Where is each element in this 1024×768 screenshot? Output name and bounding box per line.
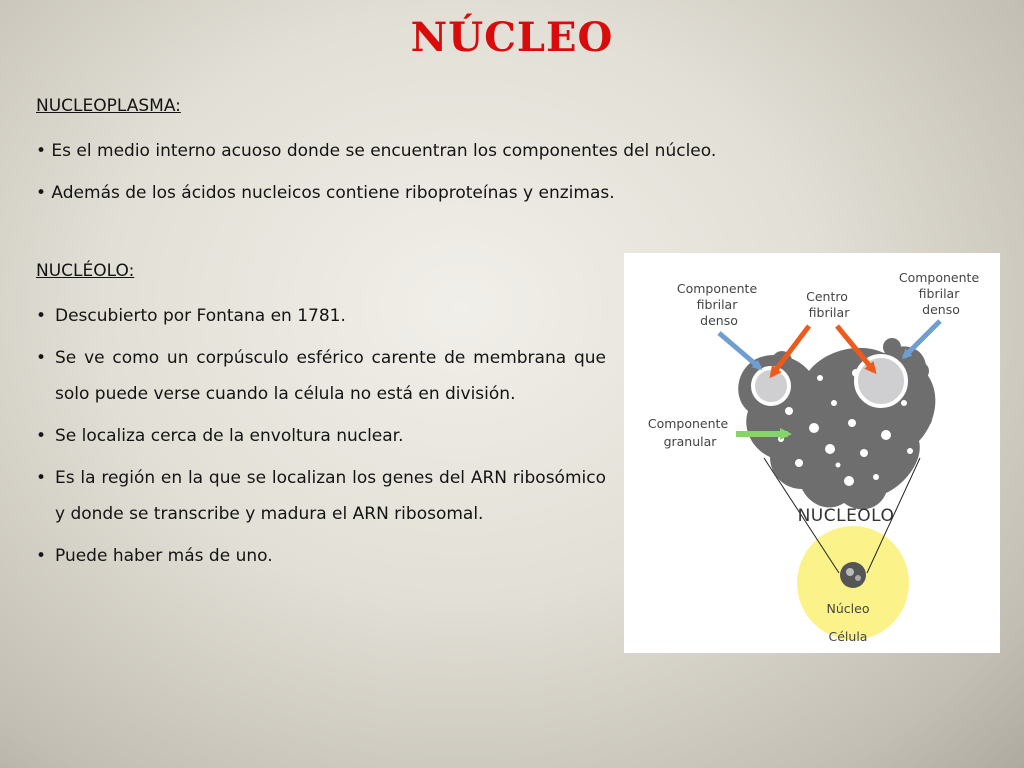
- nucleolus-diagram-svg: [624, 253, 1000, 653]
- cell-nucleolus-mark: [840, 562, 866, 588]
- label-nucleolo: NUCLEOLO: [797, 506, 895, 526]
- arrow-fibrilar-denso-right: [904, 321, 940, 357]
- nucleolus-diagram: [624, 253, 1000, 653]
- nucleoplasma-heading: NUCLEOPLASMA:: [36, 96, 181, 116]
- nucleolo-point-2: • Se ve como un corpúsculo esférico carente de membrana que solo puede verse cuando la célula no está en división.: [36, 340, 606, 412]
- label-celula: Célula: [828, 629, 868, 644]
- nucleolo-point-1: • Descubierto por Fontana en 1781.: [36, 298, 606, 334]
- nucleolus-mass: [738, 338, 935, 509]
- arrow-fibrilar-denso-left: [719, 333, 760, 368]
- nucleolo-point-3: • Se localiza cerca de la envoltura nuclear.: [36, 418, 606, 454]
- label-fibrilar-denso-right: Componente fibrilar denso: [898, 270, 980, 317]
- nucleoplasma-point-2: • Además de los ácidos nucleicos contiene riboproteínas y enzimas.: [36, 183, 615, 203]
- label-centro-fibrilar: Centro fibrilar: [806, 289, 850, 320]
- nucleoplasma-point-1: • Es el medio interno acuoso donde se encuentran los componentes del núcleo.: [36, 141, 717, 161]
- label-granular: Componente granular: [647, 416, 729, 449]
- nucleolo-bullet-list: [36, 298, 606, 580]
- label-nucleo: Núcleo: [826, 601, 870, 616]
- nucleolo-point-5: • Puede haber más de uno.: [36, 538, 606, 574]
- nucleolo-point-4: • Es la región en la que se localizan los genes del ARN ribosómico y donde se transcribe y madura el ARN ribosomal.: [36, 460, 606, 532]
- label-fibrilar-denso-left: Componente fibrilar denso: [676, 281, 758, 328]
- slide-title: NÚCLEO: [410, 14, 614, 61]
- nucleolo-heading: NUCLÉOLO:: [36, 261, 135, 281]
- fibrillar-center-right: [856, 356, 906, 406]
